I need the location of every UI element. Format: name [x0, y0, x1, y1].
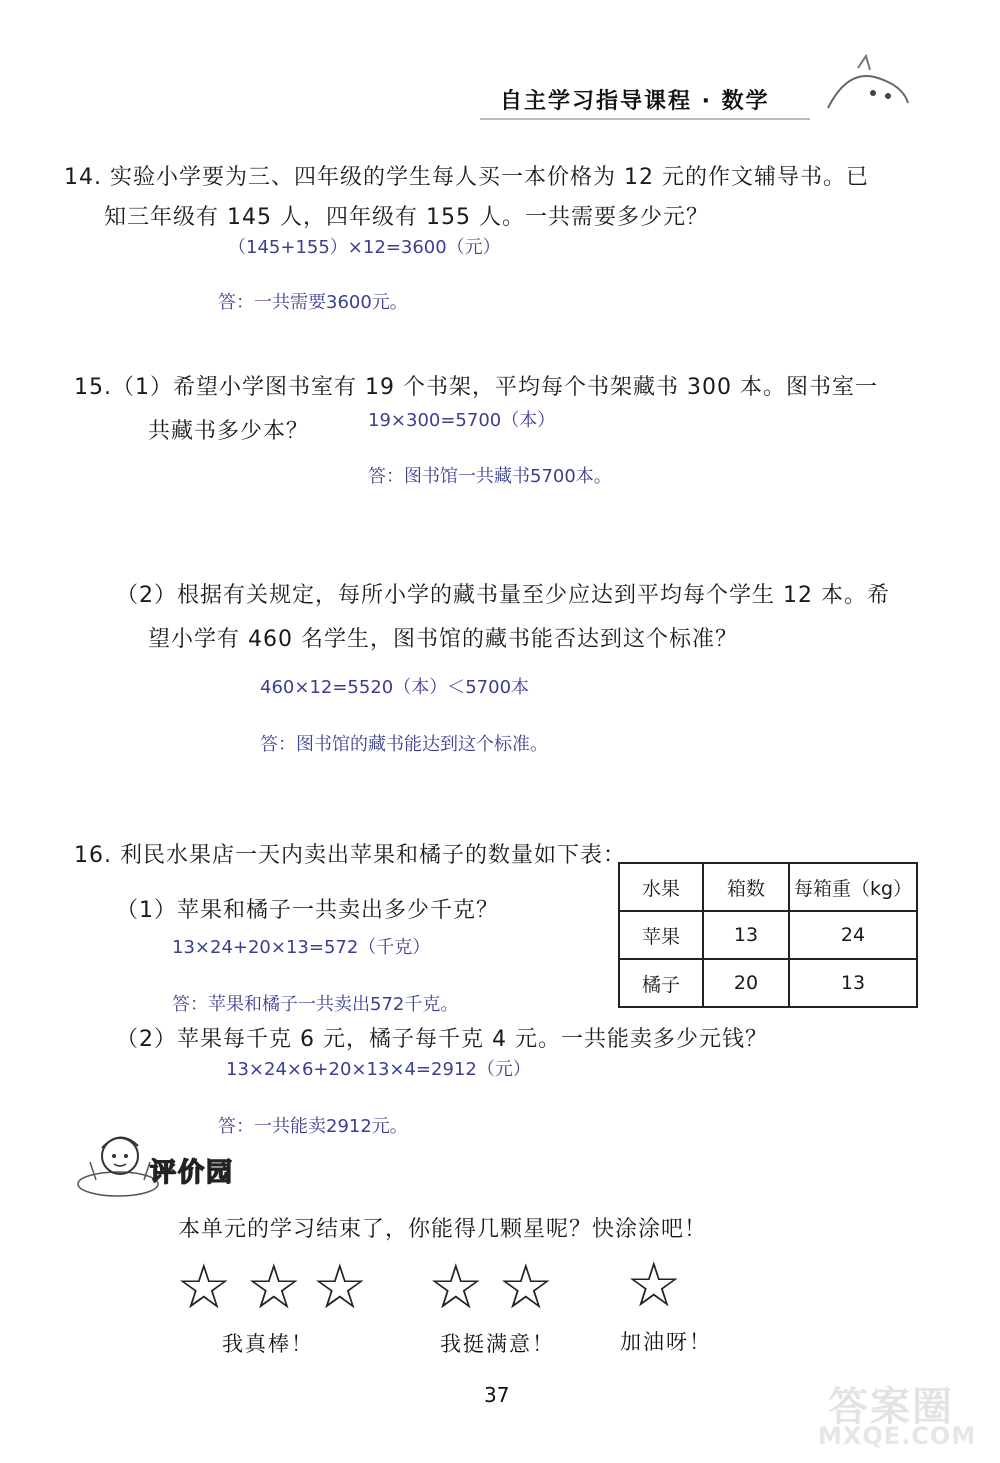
page-number: 37: [484, 1383, 510, 1407]
watermark-url: MXQE.COM: [818, 1422, 977, 1450]
q15-part2-calc: 460×12=5520（本）＜5700本: [260, 677, 530, 698]
table-row: [619, 911, 917, 959]
table-cell: 13: [789, 959, 917, 1007]
star-group-label: 我挺满意！: [440, 1332, 555, 1356]
star-icon[interactable]: ☆: [246, 1250, 302, 1323]
header-underline: [480, 118, 810, 120]
q15-part2-line1: （2）根据有关规定，每所小学的藏书量至少应达到平均每个学生 12 本。希: [116, 583, 890, 608]
watermark-logo: 答案圈: [828, 1384, 954, 1430]
q16-part1-calc: 13×24+20×13=572（千克）: [172, 937, 431, 958]
star-icon[interactable]: ☆: [626, 1248, 682, 1321]
q15-part1-line1: 15.（1）希望小学图书室有 19 个书架，平均每个书架藏书 300 本。图书室一: [74, 375, 878, 400]
evaluation-prompt: 本单元的学习结束了，你能得几颗星呢？快涂涂吧！: [178, 1217, 708, 1242]
star-icon[interactable]: ☆: [176, 1250, 232, 1323]
star-group-label: 加油呀！: [620, 1330, 712, 1354]
table-header-row: [619, 863, 917, 911]
q14-line2: 知三年级有 145 人，四年级有 155 人。一共需要多少元？: [104, 205, 709, 230]
table-header-cell: 箱数: [703, 863, 789, 911]
table-cell: 20: [703, 959, 789, 1007]
table-header-cell: 水果: [619, 863, 703, 911]
star-group-label: 我真棒！: [222, 1332, 314, 1356]
header-title: 自主学习指导课程 · 数学: [500, 89, 770, 114]
table-cell: 13: [703, 911, 789, 959]
q16-part2-calc: 13×24×6+20×13×4=2912（元）: [226, 1059, 531, 1080]
fruit-sales-table: [618, 862, 918, 1008]
table-row: [619, 959, 917, 1007]
child-mascot-icon: [70, 1122, 160, 1202]
q16-part2-question: （2）苹果每千克 6 元，橘子每千克 4 元。一共能卖多少元钱？: [116, 1027, 768, 1052]
q16-part1-answer: 答：苹果和橘子一共卖出572千克。: [172, 994, 459, 1015]
q15-part1-line2: 共藏书多少本？: [148, 419, 310, 444]
q16-intro: 16. 利民水果店一天内卖出苹果和橘子的数量如下表：: [74, 843, 626, 868]
table-header-cell: 每箱重（kg）: [789, 863, 917, 911]
star-icon[interactable]: ☆: [428, 1250, 484, 1323]
table-cell: 橘子: [619, 959, 703, 1007]
q16-part1-question: （1）苹果和橘子一共卖出多少千克？: [116, 898, 499, 923]
q15-part1-answer: 答：图书馆一共藏书5700本。: [368, 466, 612, 487]
table-cell: 24: [789, 911, 917, 959]
evaluation-title: 评价园: [150, 1158, 235, 1188]
q14-answer: 答：一共需要3600元。: [218, 292, 408, 313]
q16-part2-answer: 答：一共能卖2912元。: [218, 1116, 408, 1137]
star-icon[interactable]: ☆: [498, 1250, 554, 1323]
header-cartoon-icon: [818, 48, 918, 128]
q14-line1: 14. 实验小学要为三、四年级的学生每人买一本价格为 12 元的作文辅导书。已: [64, 165, 869, 190]
q15-part1-calc: 19×300=5700（本）: [368, 410, 556, 431]
star-icon[interactable]: ☆: [312, 1250, 368, 1323]
q14-calc: （145+155）×12=3600（元）: [228, 237, 501, 258]
q15-part2-line2: 望小学有 460 名学生，图书馆的藏书能否达到这个标准？: [148, 627, 738, 652]
q15-part2-answer: 答：图书馆的藏书能达到这个标准。: [260, 734, 548, 755]
table-cell: 苹果: [619, 911, 703, 959]
